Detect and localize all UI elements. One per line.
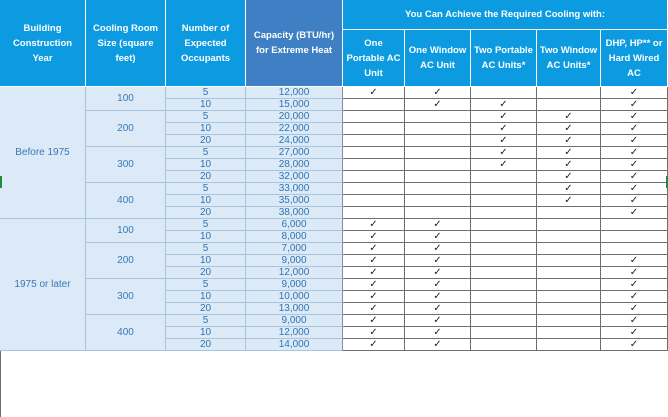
check-mark-icon: ✓ <box>433 315 442 326</box>
check-mark-icon: ✓ <box>499 159 508 170</box>
option-cell <box>405 99 471 111</box>
check-mark-icon: ✓ <box>499 147 508 158</box>
option-cell <box>537 123 601 135</box>
capacity-cell: 38,000 <box>246 207 343 219</box>
option-cell <box>601 231 668 243</box>
check-mark-icon: ✓ <box>369 279 378 290</box>
check-mark-icon: ✓ <box>629 99 639 110</box>
check-mark-icon: ✓ <box>433 99 442 110</box>
header-two-portable-ac: Two Portable AC Units* <box>471 30 537 87</box>
capacity-cell: 20,000 <box>246 111 343 123</box>
header-building-year: Building Construction Year <box>0 0 86 87</box>
option-cell <box>405 291 471 303</box>
option-cell <box>405 303 471 315</box>
option-cell <box>471 159 537 171</box>
check-mark-icon: ✓ <box>629 207 639 218</box>
occupants-cell: 20 <box>166 171 246 183</box>
option-cell <box>343 87 405 99</box>
capacity-cell: 13,000 <box>246 303 343 315</box>
option-cell <box>601 87 668 99</box>
option-cell <box>471 99 537 111</box>
check-mark-icon: ✓ <box>369 303 378 314</box>
era-label: 1975 or later <box>0 219 86 351</box>
option-cell <box>537 207 601 219</box>
option-cell <box>405 135 471 147</box>
option-cell <box>343 111 405 123</box>
option-cell <box>343 219 405 231</box>
capacity-cell: 7,000 <box>246 243 343 255</box>
option-cell <box>405 231 471 243</box>
check-mark-icon: ✓ <box>629 147 639 158</box>
option-cell <box>471 303 537 315</box>
option-cell <box>343 231 405 243</box>
option-cell <box>537 327 601 339</box>
check-mark-icon: ✓ <box>499 99 508 110</box>
check-mark-icon: ✓ <box>564 183 573 194</box>
check-mark-icon: ✓ <box>564 147 573 158</box>
capacity-cell: 24,000 <box>246 135 343 147</box>
option-cell <box>471 231 537 243</box>
option-cell <box>537 135 601 147</box>
option-cell <box>471 327 537 339</box>
option-cell <box>343 123 405 135</box>
check-mark-icon: ✓ <box>629 171 639 182</box>
header-one-window-ac: One Window AC Unit <box>405 30 471 87</box>
capacity-cell: 15,000 <box>246 99 343 111</box>
check-mark-icon: ✓ <box>433 303 442 314</box>
capacity-cell: 14,000 <box>246 339 343 351</box>
era-label: Before 1975 <box>0 87 86 219</box>
check-mark-icon: ✓ <box>369 231 378 242</box>
option-cell <box>537 255 601 267</box>
occupants-cell: 20 <box>166 303 246 315</box>
option-cell <box>537 195 601 207</box>
occupants-cell: 5 <box>166 243 246 255</box>
occupants-cell: 5 <box>166 219 246 231</box>
check-mark-icon: ✓ <box>433 267 442 278</box>
option-cell <box>343 99 405 111</box>
room-size-cell: 400 <box>86 315 166 351</box>
check-mark-icon: ✓ <box>629 255 639 266</box>
check-mark-icon: ✓ <box>564 135 573 146</box>
occupants-cell: 20 <box>166 339 246 351</box>
option-cell <box>343 327 405 339</box>
occupants-cell: 20 <box>166 207 246 219</box>
header-dhp-hp-hardwired-ac: DHP, HP** or Hard Wired AC <box>601 30 668 87</box>
option-cell <box>343 291 405 303</box>
check-mark-icon: ✓ <box>629 279 639 290</box>
option-cell <box>471 279 537 291</box>
header-cooling-options-group: You Can Achieve the Required Cooling with: <box>343 0 668 30</box>
option-cell <box>343 183 405 195</box>
option-cell <box>343 135 405 147</box>
option-cell <box>343 195 405 207</box>
capacity-cell: 28,000 <box>246 159 343 171</box>
sheet-edge-marker-left <box>0 176 2 188</box>
option-cell <box>343 279 405 291</box>
option-cell <box>537 111 601 123</box>
capacity-cell: 6,000 <box>246 219 343 231</box>
check-mark-icon: ✓ <box>499 111 508 122</box>
check-mark-icon: ✓ <box>629 267 639 278</box>
room-size-cell: 100 <box>86 219 166 243</box>
option-cell <box>537 279 601 291</box>
option-cell <box>471 87 537 99</box>
occupants-cell: 10 <box>166 99 246 111</box>
header-two-window-ac: Two Window AC Units* <box>537 30 601 87</box>
option-cell <box>537 231 601 243</box>
capacity-cell: 35,000 <box>246 195 343 207</box>
option-cell <box>601 219 668 231</box>
option-cell <box>601 327 668 339</box>
option-cell <box>405 267 471 279</box>
option-cell <box>601 183 668 195</box>
option-cell <box>601 303 668 315</box>
check-mark-icon: ✓ <box>629 183 639 194</box>
option-cell <box>471 195 537 207</box>
option-cell <box>405 243 471 255</box>
occupants-cell: 10 <box>166 159 246 171</box>
option-cell <box>405 195 471 207</box>
option-cell <box>343 303 405 315</box>
option-cell <box>343 159 405 171</box>
check-mark-icon: ✓ <box>564 195 573 206</box>
option-cell <box>405 183 471 195</box>
option-cell <box>537 243 601 255</box>
check-mark-icon: ✓ <box>629 123 639 134</box>
option-cell <box>343 171 405 183</box>
capacity-cell: 9,000 <box>246 315 343 327</box>
option-cell <box>405 279 471 291</box>
capacity-cell: 27,000 <box>246 147 343 159</box>
option-cell <box>343 267 405 279</box>
option-cell <box>537 315 601 327</box>
capacity-cell: 9,000 <box>246 255 343 267</box>
option-cell <box>471 219 537 231</box>
option-cell <box>601 99 668 111</box>
occupants-cell: 10 <box>166 327 246 339</box>
option-cell <box>537 99 601 111</box>
option-cell <box>537 171 601 183</box>
option-cell <box>405 123 471 135</box>
check-mark-icon: ✓ <box>629 159 639 170</box>
check-mark-icon: ✓ <box>369 267 378 278</box>
option-cell <box>405 171 471 183</box>
option-cell <box>405 147 471 159</box>
check-mark-icon: ✓ <box>499 123 508 134</box>
check-mark-icon: ✓ <box>564 159 573 170</box>
check-mark-icon: ✓ <box>564 111 573 122</box>
option-cell <box>601 315 668 327</box>
option-cell <box>471 267 537 279</box>
option-cell <box>471 207 537 219</box>
occupants-cell: 5 <box>166 111 246 123</box>
option-cell <box>601 111 668 123</box>
option-cell <box>537 159 601 171</box>
option-cell <box>343 207 405 219</box>
option-cell <box>471 135 537 147</box>
check-mark-icon: ✓ <box>369 255 378 266</box>
check-mark-icon: ✓ <box>629 111 639 122</box>
check-mark-icon: ✓ <box>369 315 378 326</box>
option-cell <box>601 291 668 303</box>
option-cell <box>601 267 668 279</box>
option-cell <box>405 327 471 339</box>
check-mark-icon: ✓ <box>629 195 639 206</box>
check-mark-icon: ✓ <box>629 135 639 146</box>
capacity-cell: 9,000 <box>246 279 343 291</box>
check-mark-icon: ✓ <box>629 291 639 302</box>
header-capacity: Capacity (BTU/hr) for Extreme Heat <box>246 0 343 87</box>
option-cell <box>601 123 668 135</box>
option-cell <box>471 291 537 303</box>
option-cell <box>471 123 537 135</box>
occupants-cell: 10 <box>166 255 246 267</box>
option-cell <box>537 219 601 231</box>
capacity-cell: 33,000 <box>246 183 343 195</box>
option-cell <box>405 87 471 99</box>
occupants-cell: 20 <box>166 267 246 279</box>
room-size-cell: 200 <box>86 243 166 279</box>
room-size-cell: 300 <box>86 147 166 183</box>
option-cell <box>471 315 537 327</box>
check-mark-icon: ✓ <box>433 219 442 230</box>
occupants-cell: 10 <box>166 123 246 135</box>
option-cell <box>343 315 405 327</box>
option-cell <box>601 195 668 207</box>
option-cell <box>471 243 537 255</box>
check-mark-icon: ✓ <box>629 339 639 350</box>
option-cell <box>537 339 601 351</box>
option-cell <box>405 339 471 351</box>
option-cell <box>405 255 471 267</box>
capacity-cell: 12,000 <box>246 267 343 279</box>
option-cell <box>537 303 601 315</box>
occupants-cell: 5 <box>166 183 246 195</box>
option-cell <box>471 339 537 351</box>
option-cell <box>601 171 668 183</box>
check-mark-icon: ✓ <box>369 87 378 98</box>
header-occupants: Number of Expected Occupants <box>166 0 246 87</box>
option-cell <box>537 267 601 279</box>
capacity-cell: 12,000 <box>246 327 343 339</box>
check-mark-icon: ✓ <box>369 243 378 254</box>
check-mark-icon: ✓ <box>433 87 442 98</box>
option-cell <box>537 87 601 99</box>
capacity-cell: 12,000 <box>246 87 343 99</box>
option-cell <box>601 207 668 219</box>
check-mark-icon: ✓ <box>369 327 378 338</box>
option-cell <box>405 207 471 219</box>
capacity-cell: 22,000 <box>246 123 343 135</box>
check-mark-icon: ✓ <box>629 87 639 98</box>
capacity-cell: 8,000 <box>246 231 343 243</box>
option-cell <box>601 279 668 291</box>
option-cell <box>471 183 537 195</box>
check-mark-icon: ✓ <box>433 327 442 338</box>
option-cell <box>405 111 471 123</box>
check-mark-icon: ✓ <box>433 243 442 254</box>
occupants-cell: 10 <box>166 195 246 207</box>
capacity-cell: 32,000 <box>246 171 343 183</box>
option-cell <box>601 243 668 255</box>
occupants-cell: 5 <box>166 315 246 327</box>
option-cell <box>537 147 601 159</box>
check-mark-icon: ✓ <box>499 135 508 146</box>
option-cell <box>405 159 471 171</box>
option-cell <box>471 147 537 159</box>
check-mark-icon: ✓ <box>433 291 442 302</box>
check-mark-icon: ✓ <box>629 315 639 326</box>
check-mark-icon: ✓ <box>433 279 442 290</box>
room-size-cell: 400 <box>86 183 166 219</box>
option-cell <box>601 135 668 147</box>
check-mark-icon: ✓ <box>433 339 442 350</box>
option-cell <box>471 255 537 267</box>
option-cell <box>601 147 668 159</box>
option-cell <box>601 339 668 351</box>
option-cell <box>343 339 405 351</box>
check-mark-icon: ✓ <box>433 255 442 266</box>
room-size-cell: 300 <box>86 279 166 315</box>
option-cell <box>405 219 471 231</box>
check-mark-icon: ✓ <box>629 327 639 338</box>
occupants-cell: 10 <box>166 291 246 303</box>
header-room-size: Cooling Room Size (square feet) <box>86 0 166 87</box>
option-cell <box>601 255 668 267</box>
option-cell <box>537 183 601 195</box>
capacity-cell: 10,000 <box>246 291 343 303</box>
header-one-portable-ac: One Portable AC Unit <box>343 30 405 87</box>
option-cell <box>343 147 405 159</box>
check-mark-icon: ✓ <box>564 123 573 134</box>
occupants-cell: 20 <box>166 135 246 147</box>
option-cell <box>537 291 601 303</box>
check-mark-icon: ✓ <box>369 291 378 302</box>
option-cell <box>343 255 405 267</box>
check-mark-icon: ✓ <box>629 303 639 314</box>
option-cell <box>405 315 471 327</box>
room-size-cell: 100 <box>86 87 166 111</box>
option-cell <box>343 243 405 255</box>
room-size-cell: 200 <box>86 111 166 147</box>
option-cell <box>601 159 668 171</box>
occupants-cell: 10 <box>166 231 246 243</box>
check-mark-icon: ✓ <box>564 171 573 182</box>
occupants-cell: 5 <box>166 87 246 99</box>
check-mark-icon: ✓ <box>433 231 442 242</box>
occupants-cell: 5 <box>166 279 246 291</box>
check-mark-icon: ✓ <box>369 219 378 230</box>
check-mark-icon: ✓ <box>369 339 378 350</box>
option-cell <box>471 111 537 123</box>
occupants-cell: 5 <box>166 147 246 159</box>
option-cell <box>471 171 537 183</box>
